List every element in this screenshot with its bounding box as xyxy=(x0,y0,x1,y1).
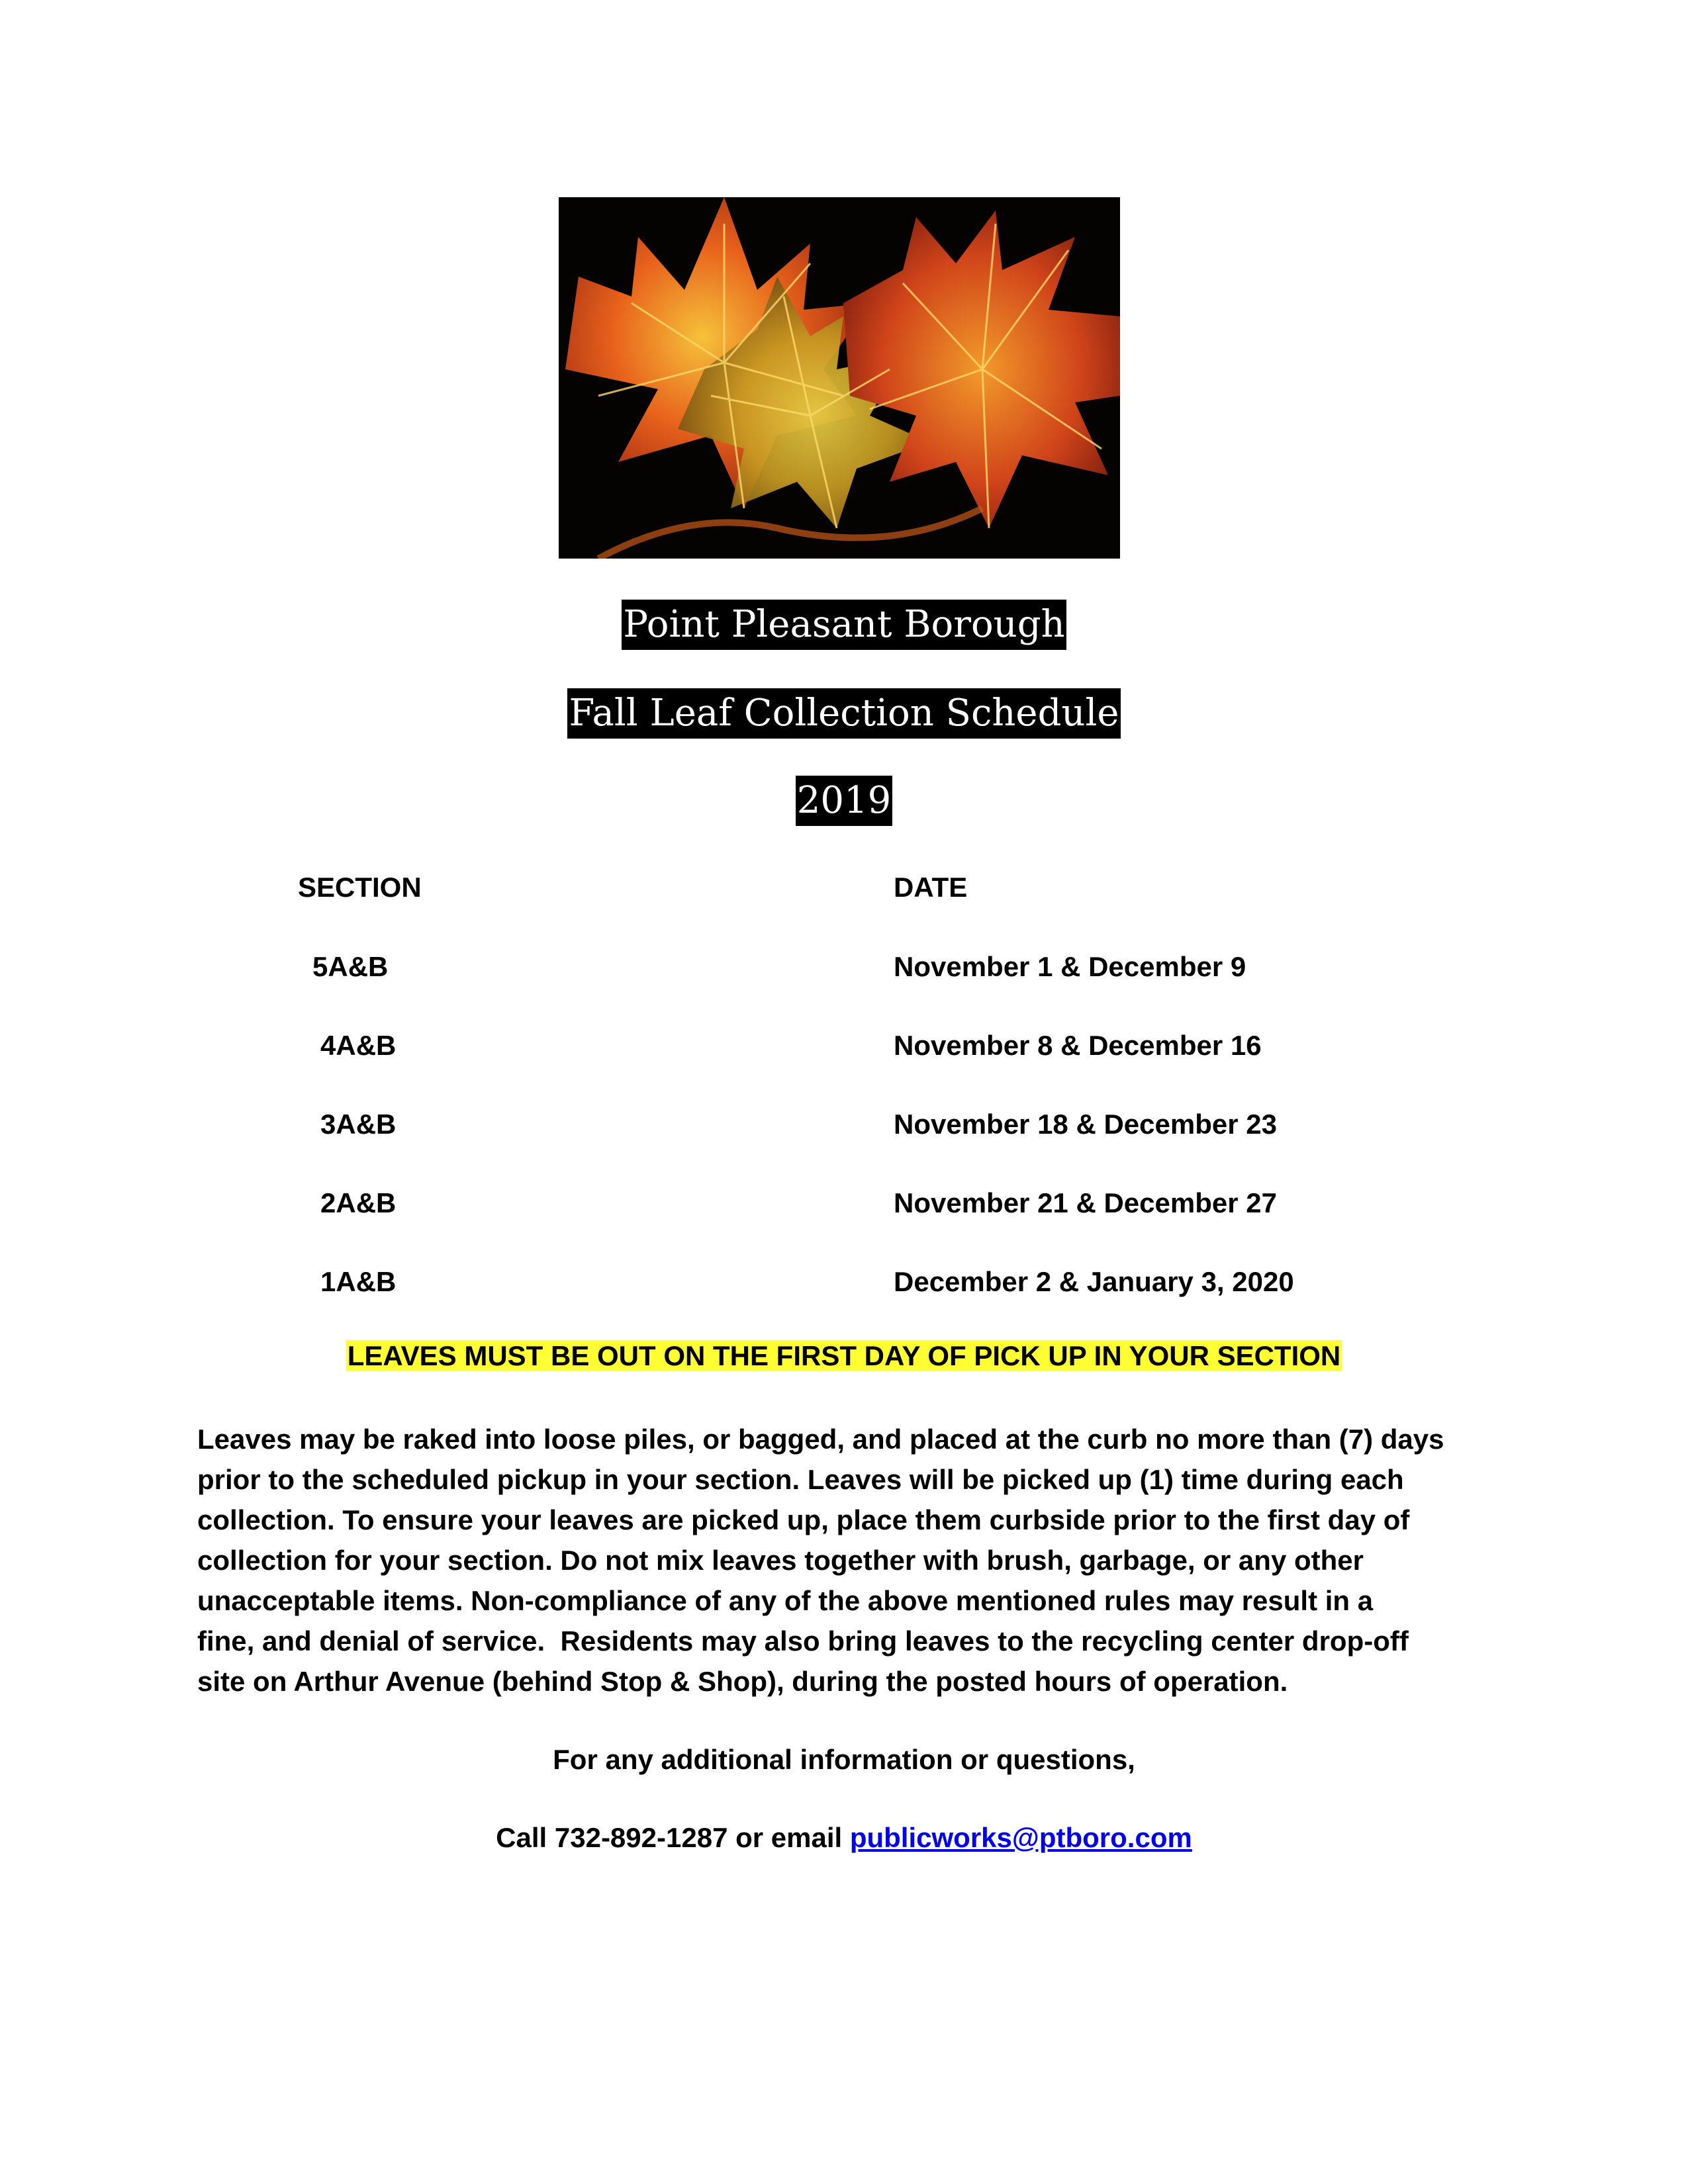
autumn-maple-leaves-image xyxy=(559,197,1120,559)
email-link[interactable]: publicworks@ptboro.com xyxy=(849,1822,1192,1853)
section-cell: 1A&B xyxy=(320,1266,397,1297)
maple-leaf-icon xyxy=(559,197,1120,559)
rules-paragraph xyxy=(197,1419,1521,1702)
paragraph-line: prior to the scheduled pickup in your section. Leaves will be picked up (1) time during each xyxy=(197,1464,1404,1495)
date-cell: November 8 & December 16 xyxy=(894,1030,1262,1061)
contact-line xyxy=(0,1821,1688,1854)
section-cell: 3A&B xyxy=(320,1109,397,1140)
title-borough: Point Pleasant Borough xyxy=(0,600,1688,650)
title-schedule: Fall Leaf Collection Schedule xyxy=(0,688,1688,739)
paragraph-line: Leaves may be raked into loose piles, or bagged, and placed at the curb no more than (7) days xyxy=(197,1424,1444,1455)
call-text: Call 732-892-1287 or email xyxy=(496,1822,850,1853)
paragraph-line: unacceptable items. Non-compliance of any of the above mentioned rules may result in a xyxy=(197,1585,1374,1616)
contact-intro: For any additional information or questions, xyxy=(553,1744,1135,1775)
section-cell: 4A&B xyxy=(320,1030,397,1061)
date-column-header: DATE xyxy=(894,872,968,903)
section-cell: 5A&B xyxy=(312,951,389,982)
title-year: 2019 xyxy=(0,776,1688,826)
paragraph-line: collection for your section. Do not mix leaves together with brush, garbage, or any other xyxy=(197,1545,1364,1576)
section-column-header: SECTION xyxy=(298,872,422,903)
paragraph-line: site on Arthur Avenue (behind Stop & Shop), during the posted hours of operation. xyxy=(197,1666,1288,1697)
section-cell: 2A&B xyxy=(320,1187,397,1218)
paragraph-line: fine, and denial of service. Residents may also bring leaves to the recycling center drop-off xyxy=(197,1625,1409,1657)
date-cell: November 18 & December 23 xyxy=(894,1109,1277,1140)
date-cell: November 21 & December 27 xyxy=(894,1187,1277,1218)
date-cell: November 1 & December 9 xyxy=(894,951,1246,982)
date-cell: December 2 & January 3, 2020 xyxy=(894,1266,1294,1297)
pickup-notice: LEAVES MUST BE OUT ON THE FIRST DAY OF PICK UP IN YOUR SECTION xyxy=(347,1340,1341,1371)
paragraph-line: collection. To ensure your leaves are picked up, place them curbside prior to the first day of xyxy=(197,1504,1410,1535)
